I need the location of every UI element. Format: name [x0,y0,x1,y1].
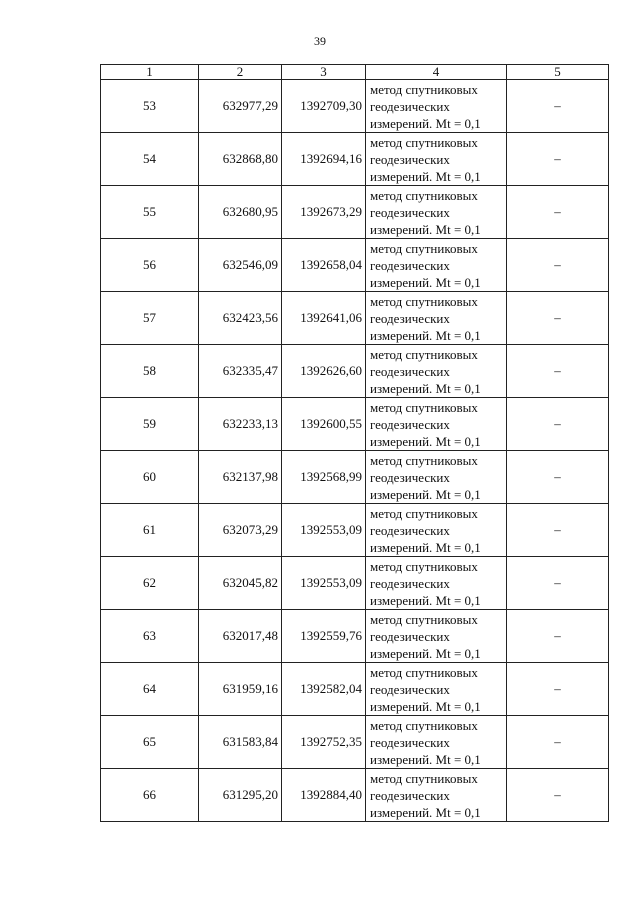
method-line: метод спутниковых [370,717,478,733]
table-row [101,663,609,716]
note-cell: – [507,239,609,292]
method-cell [366,292,507,345]
x-coordinate-cell: 632137,98 [199,451,282,504]
point-number-cell: 57 [101,292,199,345]
coordinates-table [100,64,609,822]
y-coordinate-cell: 1392568,99 [282,451,366,504]
header-row [101,65,609,80]
method-line: измерений. Mt = 0,1 [370,115,481,131]
table-row [101,133,609,186]
point-number-cell: 61 [101,504,199,557]
note-cell: – [507,663,609,716]
note-cell: – [507,398,609,451]
method-cell [366,504,507,557]
y-coordinate-cell: 1392600,55 [282,398,366,451]
point-number-cell: 55 [101,186,199,239]
method-line: геодезических [370,628,450,644]
method-line: геодезических [370,98,450,114]
y-coordinate-cell: 1392582,04 [282,663,366,716]
method-line: измерений. Mt = 0,1 [370,804,481,820]
x-coordinate-cell: 632977,29 [199,80,282,133]
note-cell: – [507,504,609,557]
table-row [101,80,609,133]
method-line: геодезических [370,204,450,220]
note-cell: – [507,292,609,345]
x-coordinate-cell: 631959,16 [199,663,282,716]
table-row [101,557,609,610]
method-line: метод спутниковых [370,558,478,574]
method-line: геодезических [370,575,450,591]
method-line: измерений. Mt = 0,1 [370,221,481,237]
method-cell [366,451,507,504]
x-coordinate-cell: 632233,13 [199,398,282,451]
header-cell-4: 4 [366,65,507,80]
point-number-cell: 59 [101,398,199,451]
table-body [101,80,609,822]
method-line: метод спутниковых [370,134,478,150]
x-coordinate-cell: 632045,82 [199,557,282,610]
y-coordinate-cell: 1392709,30 [282,80,366,133]
x-coordinate-cell: 632680,95 [199,186,282,239]
method-cell [366,80,507,133]
method-line: метод спутниковых [370,399,478,415]
y-coordinate-cell: 1392673,29 [282,186,366,239]
y-coordinate-cell: 1392641,06 [282,292,366,345]
method-line: геодезических [370,469,450,485]
x-coordinate-cell: 632017,48 [199,610,282,663]
y-coordinate-cell: 1392752,35 [282,716,366,769]
method-cell [366,610,507,663]
method-line: метод спутниковых [370,452,478,468]
point-number-cell: 66 [101,769,199,822]
note-cell: – [507,716,609,769]
method-line: геодезических [370,681,450,697]
method-line: метод спутниковых [370,81,478,97]
page-number: 39 [314,34,326,48]
note-cell: – [507,451,609,504]
y-coordinate-cell: 1392694,16 [282,133,366,186]
method-line: геодезических [370,522,450,538]
method-line: метод спутниковых [370,187,478,203]
point-number-cell: 56 [101,239,199,292]
method-line: геодезических [370,257,450,273]
method-line: геодезических [370,734,450,750]
method-line: измерений. Mt = 0,1 [370,698,481,714]
header-cell-3: 3 [282,65,366,80]
point-number-cell: 65 [101,716,199,769]
method-line: метод спутниковых [370,293,478,309]
method-cell [366,239,507,292]
method-line: измерений. Mt = 0,1 [370,592,481,608]
method-line: метод спутниковых [370,240,478,256]
method-cell [366,769,507,822]
method-line: измерений. Mt = 0,1 [370,380,481,396]
y-coordinate-cell: 1392553,09 [282,504,366,557]
method-line: метод спутниковых [370,346,478,362]
note-cell: – [507,557,609,610]
method-cell [366,345,507,398]
method-line: геодезических [370,416,450,432]
method-line: метод спутниковых [370,664,478,680]
x-coordinate-cell: 631295,20 [199,769,282,822]
note-cell: – [507,133,609,186]
method-cell [366,133,507,186]
method-line: геодезических [370,363,450,379]
point-number-cell: 60 [101,451,199,504]
method-line: геодезических [370,151,450,167]
y-coordinate-cell: 1392658,04 [282,239,366,292]
method-line: измерений. Mt = 0,1 [370,645,481,661]
method-cell [366,663,507,716]
table-row [101,239,609,292]
header-cell-5: 5 [507,65,609,80]
method-line: геодезических [370,787,450,803]
method-line: измерений. Mt = 0,1 [370,539,481,555]
header-cell-2: 2 [199,65,282,80]
method-line: измерений. Mt = 0,1 [370,751,481,767]
table-row [101,716,609,769]
y-coordinate-cell: 1392884,40 [282,769,366,822]
point-number-cell: 62 [101,557,199,610]
method-line: геодезических [370,310,450,326]
y-coordinate-cell: 1392559,76 [282,610,366,663]
note-cell: – [507,769,609,822]
table-row [101,769,609,822]
method-line: метод спутниковых [370,505,478,521]
table-row [101,345,609,398]
method-cell [366,716,507,769]
method-line: измерений. Mt = 0,1 [370,486,481,502]
table-row [101,610,609,663]
note-cell: – [507,345,609,398]
method-cell [366,557,507,610]
x-coordinate-cell: 632423,56 [199,292,282,345]
x-coordinate-cell: 631583,84 [199,716,282,769]
method-cell [366,398,507,451]
method-line: измерений. Mt = 0,1 [370,274,481,290]
point-number-cell: 53 [101,80,199,133]
method-line: измерений. Mt = 0,1 [370,433,481,449]
method-line: метод спутниковых [370,611,478,627]
table-row [101,504,609,557]
x-coordinate-cell: 632868,80 [199,133,282,186]
point-number-cell: 58 [101,345,199,398]
method-line: измерений. Mt = 0,1 [370,327,481,343]
x-coordinate-cell: 632335,47 [199,345,282,398]
table-row [101,186,609,239]
x-coordinate-cell: 632073,29 [199,504,282,557]
y-coordinate-cell: 1392553,09 [282,557,366,610]
table-row [101,398,609,451]
method-cell [366,186,507,239]
point-number-cell: 54 [101,133,199,186]
table-row [101,292,609,345]
point-number-cell: 63 [101,610,199,663]
note-cell: – [507,610,609,663]
header-cell-1: 1 [101,65,199,80]
y-coordinate-cell: 1392626,60 [282,345,366,398]
table-row [101,451,609,504]
method-line: метод спутниковых [370,770,478,786]
note-cell: – [507,186,609,239]
note-cell: – [507,80,609,133]
x-coordinate-cell: 632546,09 [199,239,282,292]
point-number-cell: 64 [101,663,199,716]
method-line: измерений. Mt = 0,1 [370,168,481,184]
